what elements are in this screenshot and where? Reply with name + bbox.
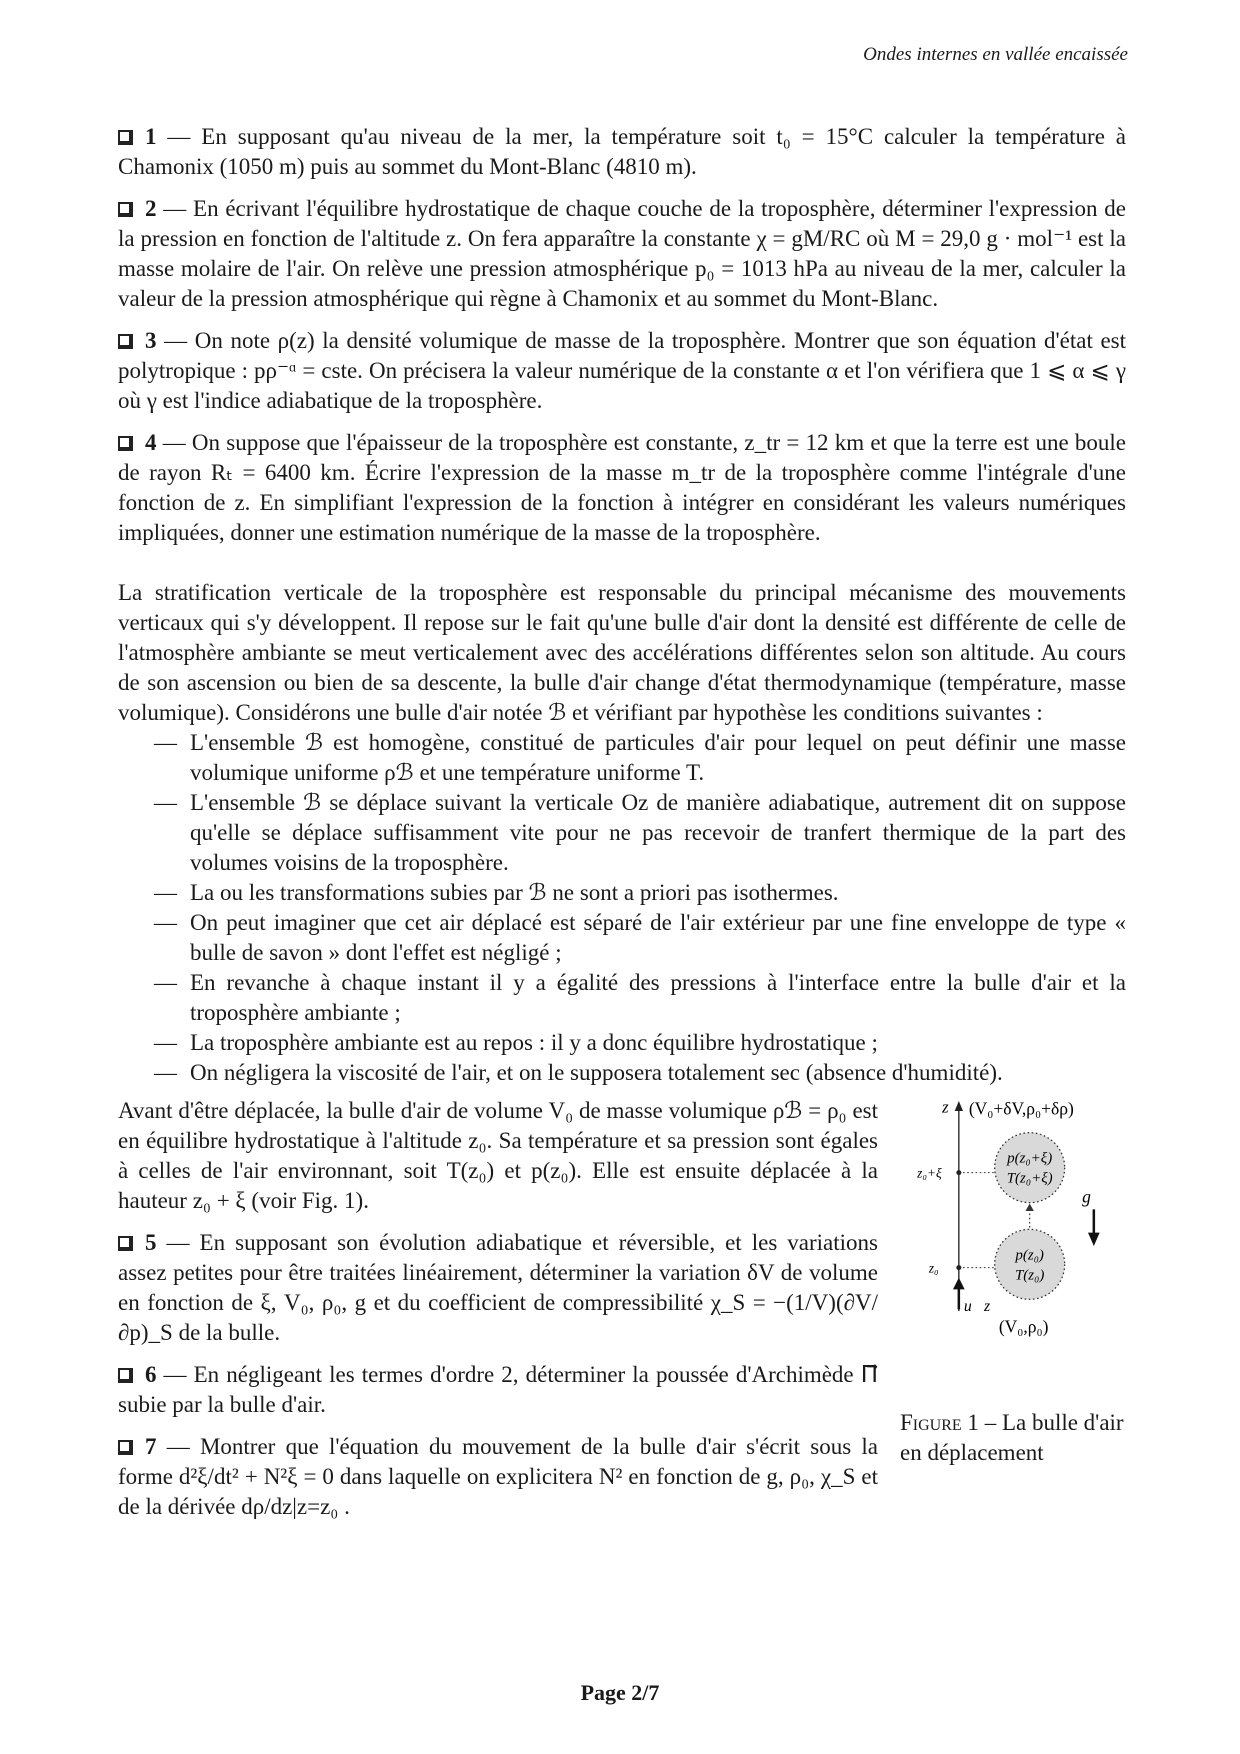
unit-vector-arrow-icon (953, 1278, 965, 1290)
checkbox-icon (118, 436, 133, 451)
question-number: 6 (145, 1362, 157, 1387)
question-number: 1 (145, 124, 157, 149)
question-number: 2 (145, 196, 157, 221)
question-number: 3 (145, 328, 157, 353)
question-text: Montrer que l'équation du mouvement de la bulle d'air s'écrit sous la forme d²ξ/dt² + N²ξ = 0 dans laquelle on explicitera N² en fonction de g, ρ₀, χ_S et de la dérivée dρ/dz|z=z₀ . (118, 1434, 879, 1519)
question-4: 4 — On suppose que l'épaisseur de la troposphère est constante, z_tr = 12 km et que la terre est une boule de rayon Rₜ = 6400 km. Écrire l'expression de la masse m_tr de la troposphère comme l'intégrale d'une fonction de z. En simplifiant l'expression de la fonction à intégrer en considérant les valeurs numériques impliquées, donner une estimation numérique de la masse de la troposphère. (118, 430, 1126, 545)
figure-caption (900, 1408, 1130, 1468)
condition-item: — L'ensemble ℬ se déplace suivant la verticale Oz de manière adiabatique, autrement dit on suppose qu'elle se déplace suffisamment vite pour ne pas recevoir de tranfert thermique de la part des volumes voisins de la troposphère. (154, 788, 1126, 878)
checkbox-icon (118, 1236, 133, 1251)
question-7: 7 — Montrer que l'équation du mouvement de la bulle d'air s'écrit sous la forme d²ξ/dt² + N²ξ = 0 dans laquelle on explicitera N² en fonction de g, ρ₀, χ_S et de la dérivée dρ/dz|z=z₀ . (118, 1434, 879, 1519)
question-6: 6 — En négligeant les termes d'ordre 2, déterminer la poussée d'Archimède Π⃗ subie par la bulle d'air. (118, 1362, 878, 1417)
unit-vector-label: u⃗z (963, 1298, 991, 1315)
caption-prefix: Figure 1 (900, 1410, 979, 1435)
running-header: Ondes internes en vallée encaissée (863, 44, 1128, 65)
question-3: 3 — On note ρ(z) la densité volumique de masse de la troposphère. Montrer que son équation d'état est polytropique : pρ⁻ᵅ = cste. On précisera la valeur numérique de la constante α et l'on vérifiera que 1 ⩽ α ⩽ γ où γ est l'indice adiabatique de la troposphère. (118, 328, 1127, 413)
question-text: On suppose que l'épaisseur de la troposphère est constante, z_tr = 12 km et que la terre est une boule de rayon Rₜ = 6400 km. Écrire l'expression de la masse m_tr de la troposphère comme l'intégrale d'une fonction de z. En simplifiant l'expression de la fonction à intégrer en considérant les valeurs numériques impliquées, donner une estimation numérique de la masse de la troposphère. (118, 430, 1126, 545)
lower-temperature: T(z₀) (1014, 1267, 1045, 1284)
conditions-list (118, 728, 1126, 1088)
upper-temperature: T(z₀+ξ) (1006, 1170, 1053, 1187)
question-text: En supposant son évolution adiabatique et réversible, et les variations assez petites pour être traitées linéairement, déterminer la variation δV de volume en fonction de ξ, V₀, ρ₀, g et du coefficient de compressibilité χ_S = −(1/V)(∂V/∂p)_S de la bulle. (118, 1230, 878, 1345)
gravity-arrow-icon (1088, 1233, 1100, 1246)
questions-bottom (118, 1228, 878, 1522)
gravity-label: g⃗ (1082, 1186, 1105, 1207)
figure-section (118, 1096, 1126, 1522)
figure-bubble-diagram (898, 1096, 1128, 1396)
question-text: En supposant qu'au niveau de la mer, la température soit t₀ = 15°C calculer la température à Chamonix (1050 m) puis au sommet du Mont-Blanc (4810 m). (118, 124, 1127, 179)
lower-level-label: z₀ (928, 1260, 939, 1276)
upper-bubble (995, 1133, 1065, 1203)
axis-label: z (942, 1097, 949, 1117)
top-state-label: (V₀+δV,ρ₀+δρ) (968, 1098, 1074, 1119)
checkbox-icon (118, 1368, 133, 1383)
question-text: En négligeant les termes d'ordre 2, déterminer la poussée d'Archimède Π⃗ subie par la bulle d'air. (118, 1362, 878, 1417)
page-number: Page 2/7 (580, 1680, 660, 1705)
lower-bubble (995, 1229, 1065, 1299)
questions-top (118, 122, 1126, 548)
question-2: 2 — En écrivant l'équilibre hydrostatique de chaque couche de la troposphère, déterminer l'expression de la pression en fonction de l'altitude z. On fera apparaître la constante χ = gM/RC où M = 29,0 g · mol⁻¹ est la masse molaire de l'air. On relève une pression atmosphérique p₀ = 1013 hPa au niveau de la mer, calculer la valeur de la pression atmosphérique qui règne à Chamonix et au sommet du Mont-Blanc. (118, 196, 1126, 311)
question-text: En écrivant l'équilibre hydrostatique de chaque couche de la troposphère, déterminer l'expression de la pression en fonction de l'altitude z. On fera apparaître la constante χ = gM/RC où M = 29,0 g · mol⁻¹ est la masse molaire de l'air. On relève une pression atmosphérique p₀ = 1013 hPa au niveau de la mer, calculer la valeur de la pression atmosphérique qui règne à Chamonix et au sommet du Mont-Blanc. (118, 196, 1126, 311)
condition-item: — En revanche à chaque instant il y a égalité des pressions à l'interface entre la bulle d'air et la troposphère ambiante ; (154, 968, 1126, 1028)
lower-level-dot (956, 1265, 961, 1270)
checkbox-icon (118, 130, 133, 145)
checkbox-icon (118, 334, 133, 349)
intro-paragraph: La stratification verticale de la troposphère est responsable du principal mécanisme des mouvements verticaux qui s'y développent. Il repose sur le fait qu'une bulle d'air dont la densité est différente de celle de l'atmosphère ambiante se meut verticalement avec des accélérations différentes selon son altitude. Au cours de son ascension ou bien de sa descente, la bulle d'air change d'état thermodynamique (température, masse volumique). Considérons une bulle d'air notée ℬ et vérifiant par hypothèse les conditions suivantes : (118, 580, 1126, 725)
left-column (118, 1096, 878, 1522)
checkbox-icon (118, 202, 133, 217)
caption-text: – La bulle d'air en déplacement (900, 1410, 1124, 1465)
bottom-state-label: (V₀,ρ₀) (998, 1316, 1049, 1337)
question-number: 5 (145, 1230, 157, 1255)
upper-level-dot (956, 1170, 961, 1175)
checkbox-icon (118, 1440, 133, 1455)
condition-item: — La ou les transformations subies par ℬ ne sont a priori pas isothermes. (154, 878, 1126, 908)
question-number: 4 (145, 430, 157, 455)
question-1: 1 — En supposant qu'au niveau de la mer, la température soit t₀ = 15°C calculer la température à Chamonix (1050 m) puis au sommet du Mont-Blanc (4810 m). (118, 124, 1127, 179)
before-paragraph: Avant d'être déplacée, la bulle d'air de volume V₀ de masse volumique ρℬ = ρ₀ est en équilibre hydrostatique à l'altitude z₀. Sa température et sa pression sont égales à celles de l'air environnant, soit T(z₀) et p(z₀). Elle est ensuite déplacée à la hauteur z₀ + ξ (voir Fig. 1). (118, 1098, 878, 1213)
upper-pressure: p(z₀+ξ) (1007, 1150, 1053, 1167)
question-5: 5 — En supposant son évolution adiabatique et réversible, et les variations assez petites pour être traitées linéairement, déterminer la variation δV de volume en fonction de ξ, V₀, ρ₀, g et du coefficient de compressibilité χ_S = −(1/V)(∂V/∂p)_S de la bulle. (118, 1230, 878, 1345)
z-axis-arrow-icon (955, 1101, 963, 1111)
condition-item: — L'ensemble ℬ est homogène, constitué de particules d'air pour lequel on peut définir une masse volumique uniforme ρℬ et une température uniforme T. (154, 728, 1126, 788)
question-text: On note ρ(z) la densité volumique de masse de la troposphère. Montrer que son équation d'état est polytropique : pρ⁻ᵅ = cste. On précisera la valeur numérique de la constante α et l'on vérifiera que 1 ⩽ α ⩽ γ où γ est l'indice adiabatique de la troposphère. (118, 328, 1127, 413)
question-number: 7 (145, 1434, 157, 1459)
lower-pressure: p(z₀) (1015, 1247, 1044, 1264)
page-body (118, 122, 1126, 1534)
upper-level-label: z₀+ξ (917, 1165, 942, 1181)
condition-item: — La troposphère ambiante est au repos : il y a donc équilibre hydrostatique ; (154, 1028, 1126, 1058)
displacement-arrow-icon (1026, 1204, 1034, 1212)
condition-item: — On peut imaginer que cet air déplacé est séparé de l'air extérieur par une fine enveloppe de type « bulle de savon » dont l'effet est négligé ; (154, 908, 1126, 968)
condition-item: — On négligera la viscosité de l'air, et on le supposera totalement sec (absence d'humidité). (154, 1058, 1126, 1088)
